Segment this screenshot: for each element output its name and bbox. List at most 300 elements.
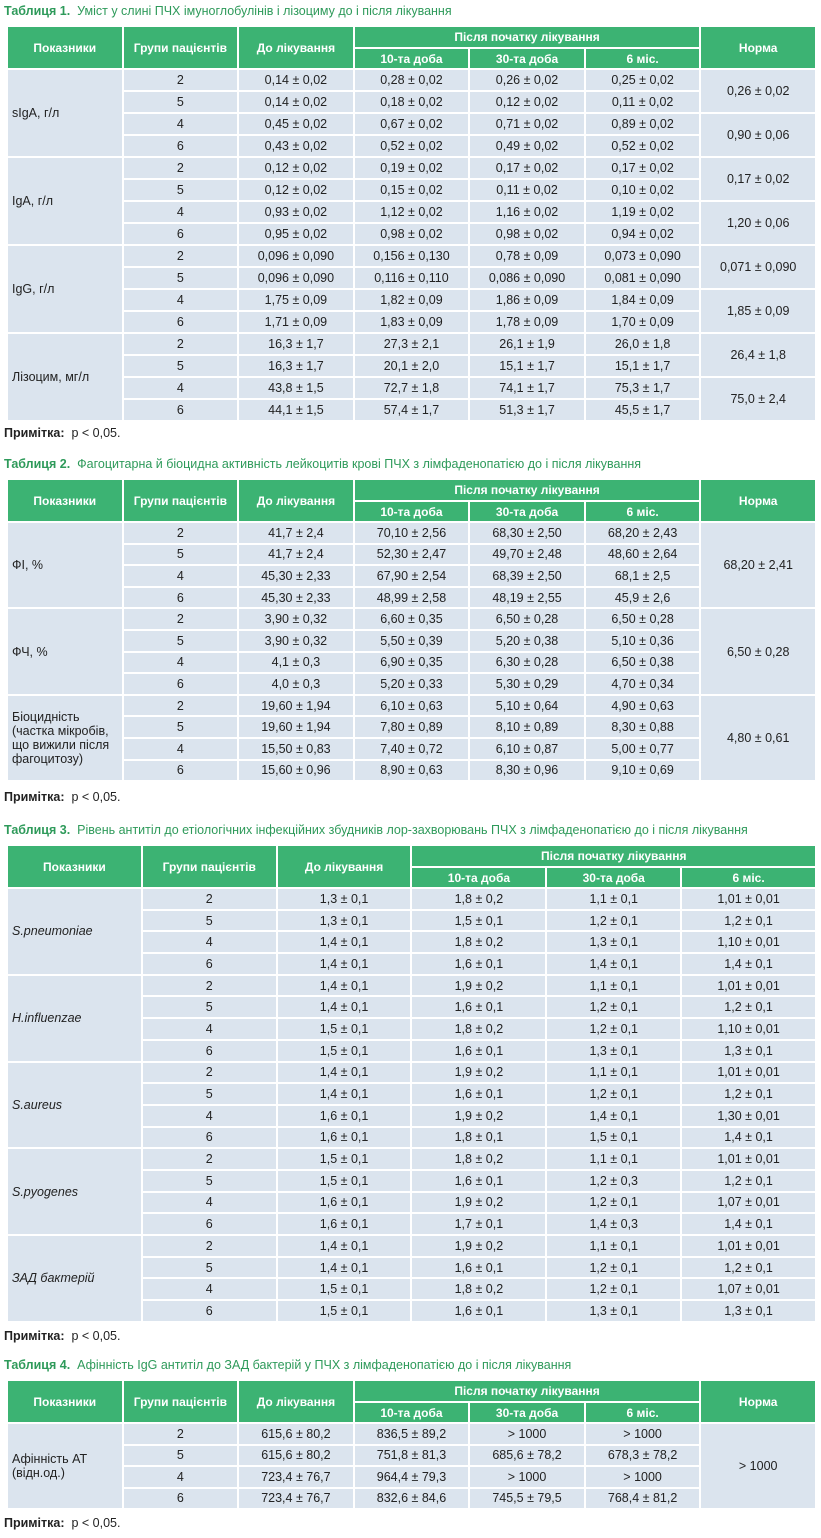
month6-cell: > 1000 — [586, 1467, 700, 1487]
day10-cell: 1,7 ± 0,1 — [412, 1214, 545, 1234]
header-before: До лікування — [239, 480, 353, 521]
day30-cell: 1,2 ± 0,1 — [547, 1193, 680, 1213]
day10-cell: 0,19 ± 0,02 — [355, 158, 469, 178]
day30-cell: 15,1 ± 1,7 — [470, 356, 584, 376]
day30-cell: 1,3 ± 0,1 — [547, 1041, 680, 1061]
day10-cell: 751,8 ± 81,3 — [355, 1446, 469, 1466]
day30-cell: 74,1 ± 1,7 — [470, 378, 584, 398]
month6-cell: 1,01 ± 0,01 — [682, 1236, 815, 1256]
norm-cell: 1,20 ± 0,06 — [701, 202, 815, 244]
day10-cell: 0,98 ± 0,02 — [355, 224, 469, 244]
table-2 — [6, 478, 817, 782]
table-body — [8, 889, 815, 1321]
header-group: Групи пацієнтів — [124, 1381, 238, 1422]
day30-cell: 1,16 ± 0,02 — [470, 202, 584, 222]
norm-cell: 0,90 ± 0,06 — [701, 114, 815, 156]
group-cell: 5 — [124, 545, 238, 565]
month6-cell: 1,01 ± 0,01 — [682, 976, 815, 996]
table-body — [8, 523, 815, 780]
group-cell: 2 — [124, 609, 238, 629]
month6-cell: 0,25 ± 0,02 — [586, 70, 700, 90]
table-row — [8, 202, 815, 222]
table-row — [8, 356, 815, 376]
before-cell: 16,3 ± 1,7 — [239, 356, 353, 376]
month6-cell: 1,2 ± 0,1 — [682, 1084, 815, 1104]
table-row — [8, 1424, 815, 1444]
month6-cell: 68,1 ± 2,5 — [586, 566, 700, 586]
group-cell: 2 — [124, 523, 238, 543]
norm-cell: 26,4 ± 1,8 — [701, 334, 815, 376]
day30-cell: 0,26 ± 0,02 — [470, 70, 584, 90]
before-cell: 1,6 ± 0,1 — [278, 1214, 411, 1234]
month6-cell: 0,52 ± 0,02 — [586, 136, 700, 156]
header-before: До лікування — [239, 27, 353, 68]
note-text: р < 0,05. — [71, 790, 121, 804]
table-header — [8, 27, 815, 68]
before-cell: 615,6 ± 80,2 — [239, 1446, 353, 1466]
day10-cell: 57,4 ± 1,7 — [355, 400, 469, 420]
table-row — [8, 158, 815, 178]
month6-cell: 768,4 ± 81,2 — [586, 1489, 700, 1509]
norm-cell: 4,80 ± 0,61 — [701, 696, 815, 780]
header-indicator: Показники — [8, 1381, 122, 1422]
day10-cell: 27,3 ± 2,1 — [355, 334, 469, 354]
month6-cell: 1,07 ± 0,01 — [682, 1193, 815, 1213]
day10-cell: 1,8 ± 0,2 — [412, 1149, 545, 1169]
month6-cell: 1,4 ± 0,1 — [682, 1214, 815, 1234]
day30-cell: 5,10 ± 0,64 — [470, 696, 584, 716]
table-1-caption — [4, 4, 452, 18]
day30-cell: 1,1 ± 0,1 — [547, 1063, 680, 1083]
before-cell: 1,5 ± 0,1 — [278, 1019, 411, 1039]
header-day30: 30-та доба — [547, 868, 680, 887]
month6-cell: 1,4 ± 0,1 — [682, 1128, 815, 1148]
note-label: Примітка: — [4, 790, 65, 804]
day30-cell: 1,1 ± 0,1 — [547, 1149, 680, 1169]
group-cell: 4 — [124, 378, 238, 398]
group-cell: 4 — [124, 1467, 238, 1487]
month6-cell: 0,073 ± 0,090 — [586, 246, 700, 266]
table-row — [8, 180, 815, 200]
before-cell: 4,1 ± 0,3 — [239, 653, 353, 673]
group-cell: 4 — [124, 202, 238, 222]
table-row — [8, 976, 815, 996]
group-cell: 4 — [124, 114, 238, 134]
note-label: Примітка: — [4, 1516, 65, 1530]
group-cell: 4 — [143, 1106, 276, 1126]
day30-cell: 0,12 ± 0,02 — [470, 92, 584, 112]
group-cell: 4 — [143, 1193, 276, 1213]
group-cell: 5 — [124, 356, 238, 376]
before-cell: 1,3 ± 0,1 — [278, 889, 411, 909]
month6-cell: 1,01 ± 0,01 — [682, 889, 815, 909]
before-cell: 1,4 ± 0,1 — [278, 1258, 411, 1278]
month6-cell: 1,2 ± 0,1 — [682, 1171, 815, 1191]
caption-number: Таблиця 1. — [4, 4, 71, 18]
indicator-cell: H.influenzae — [8, 976, 141, 1061]
group-cell: 2 — [124, 334, 238, 354]
before-cell: 615,6 ± 80,2 — [239, 1424, 353, 1444]
note-text: р < 0,05. — [71, 1329, 121, 1343]
month6-cell: 45,5 ± 1,7 — [586, 400, 700, 420]
norm-cell: 0,071 ± 0,090 — [701, 246, 815, 288]
table-body — [8, 70, 815, 420]
day30-cell: 49,70 ± 2,48 — [470, 545, 584, 565]
day10-cell: 1,6 ± 0,1 — [412, 1258, 545, 1278]
norm-cell: > 1000 — [701, 1424, 815, 1508]
day30-cell: 5,30 ± 0,29 — [470, 674, 584, 694]
day30-cell: 1,2 ± 0,3 — [547, 1171, 680, 1191]
indicator-cell: ФІ, % — [8, 523, 122, 607]
day30-cell: > 1000 — [470, 1424, 584, 1444]
day10-cell: 1,6 ± 0,1 — [412, 1171, 545, 1191]
header-indicator: Показники — [8, 480, 122, 521]
day30-cell: 1,2 ± 0,1 — [547, 911, 680, 931]
month6-cell: 1,3 ± 0,1 — [682, 1041, 815, 1061]
day30-cell: 0,49 ± 0,02 — [470, 136, 584, 156]
header-day10: 10-та доба — [355, 1403, 469, 1422]
month6-cell: 1,3 ± 0,1 — [682, 1301, 815, 1321]
day30-cell: > 1000 — [470, 1467, 584, 1487]
indicator-cell: Лізоцим, мг/л — [8, 334, 122, 420]
month6-cell: 26,0 ± 1,8 — [586, 334, 700, 354]
header-after: Після початку лікування — [412, 846, 815, 866]
table-2-caption — [4, 457, 641, 471]
caption-text: Уміст у слині ПЧХ імуноглобулінів і лізоциму до і після лікування — [77, 4, 452, 18]
group-cell: 5 — [124, 268, 238, 288]
group-cell: 6 — [143, 1041, 276, 1061]
month6-cell: 1,19 ± 0,02 — [586, 202, 700, 222]
month6-cell: 0,94 ± 0,02 — [586, 224, 700, 244]
indicator-cell: S.pneumoniae — [8, 889, 141, 974]
header-row — [8, 1381, 815, 1401]
table-row — [8, 224, 815, 244]
table-row — [8, 290, 815, 310]
day10-cell: 0,67 ± 0,02 — [355, 114, 469, 134]
day10-cell: 6,60 ± 0,35 — [355, 609, 469, 629]
header-row — [8, 480, 815, 500]
table-row — [8, 631, 815, 651]
day10-cell: 1,8 ± 0,2 — [412, 1019, 545, 1039]
month6-cell: 1,10 ± 0,01 — [682, 1019, 815, 1039]
day10-cell: 1,6 ± 0,1 — [412, 1041, 545, 1061]
before-cell: 1,6 ± 0,1 — [278, 1193, 411, 1213]
day10-cell: 1,6 ± 0,1 — [412, 1301, 545, 1321]
month6-cell: 0,17 ± 0,02 — [586, 158, 700, 178]
day30-cell: 1,4 ± 0,3 — [547, 1214, 680, 1234]
day10-cell: 8,90 ± 0,63 — [355, 761, 469, 781]
group-cell: 5 — [124, 717, 238, 737]
group-cell: 2 — [124, 70, 238, 90]
day10-cell: 832,6 ± 84,6 — [355, 1489, 469, 1509]
before-cell: 1,5 ± 0,1 — [278, 1171, 411, 1191]
table-3 — [6, 844, 817, 1323]
day10-cell: 1,8 ± 0,2 — [412, 932, 545, 952]
day30-cell: 1,4 ± 0,1 — [547, 1106, 680, 1126]
day10-cell: 7,40 ± 0,72 — [355, 739, 469, 759]
table-row — [8, 246, 815, 266]
table-header — [8, 480, 815, 521]
table-row — [8, 717, 815, 737]
table-row — [8, 136, 815, 156]
group-cell: 6 — [124, 136, 238, 156]
header-month6: 6 міс. — [586, 1403, 700, 1422]
before-cell: 1,75 ± 0,09 — [239, 290, 353, 310]
before-cell: 1,4 ± 0,1 — [278, 932, 411, 952]
day10-cell: 836,5 ± 89,2 — [355, 1424, 469, 1444]
before-cell: 0,096 ± 0,090 — [239, 268, 353, 288]
header-after: Після початку лікування — [355, 480, 700, 500]
norm-cell: 0,17 ± 0,02 — [701, 158, 815, 200]
before-cell: 1,5 ± 0,1 — [278, 1149, 411, 1169]
day30-cell: 26,1 ± 1,9 — [470, 334, 584, 354]
before-cell: 0,14 ± 0,02 — [239, 70, 353, 90]
before-cell: 723,4 ± 76,7 — [239, 1467, 353, 1487]
month6-cell: 6,50 ± 0,28 — [586, 609, 700, 629]
header-indicator: Показники — [8, 27, 122, 68]
month6-cell: 8,30 ± 0,88 — [586, 717, 700, 737]
before-cell: 1,71 ± 0,09 — [239, 312, 353, 332]
day10-cell: 0,156 ± 0,130 — [355, 246, 469, 266]
before-cell: 0,14 ± 0,02 — [239, 92, 353, 112]
day10-cell: 0,18 ± 0,02 — [355, 92, 469, 112]
day30-cell: 6,50 ± 0,28 — [470, 609, 584, 629]
group-cell: 2 — [124, 158, 238, 178]
before-cell: 43,8 ± 1,5 — [239, 378, 353, 398]
group-cell: 4 — [124, 739, 238, 759]
norm-cell: 75,0 ± 2,4 — [701, 378, 815, 420]
group-cell: 5 — [143, 997, 276, 1017]
day30-cell: 685,6 ± 78,2 — [470, 1446, 584, 1466]
month6-cell: 6,50 ± 0,38 — [586, 653, 700, 673]
header-day30: 30-та доба — [470, 1403, 584, 1422]
table-row — [8, 653, 815, 673]
day30-cell: 5,20 ± 0,38 — [470, 631, 584, 651]
day10-cell: 6,10 ± 0,63 — [355, 696, 469, 716]
day30-cell: 1,4 ± 0,1 — [547, 954, 680, 974]
before-cell: 19,60 ± 1,94 — [239, 696, 353, 716]
header-day10: 10-та доба — [355, 49, 469, 68]
month6-cell: 75,3 ± 1,7 — [586, 378, 700, 398]
day10-cell: 0,52 ± 0,02 — [355, 136, 469, 156]
before-cell: 41,7 ± 2,4 — [239, 545, 353, 565]
group-cell: 6 — [124, 588, 238, 608]
day10-cell: 1,9 ± 0,2 — [412, 1063, 545, 1083]
day10-cell: 0,116 ± 0,110 — [355, 268, 469, 288]
group-cell: 5 — [143, 1084, 276, 1104]
group-cell: 5 — [124, 180, 238, 200]
group-cell: 5 — [143, 1171, 276, 1191]
table-row — [8, 400, 815, 420]
day30-cell: 1,1 ± 0,1 — [547, 976, 680, 996]
table-row — [8, 739, 815, 759]
month6-cell: 4,70 ± 0,34 — [586, 674, 700, 694]
header-row — [8, 27, 815, 47]
header-after: Після початку лікування — [355, 1381, 700, 1401]
day30-cell: 1,2 ± 0,1 — [547, 1258, 680, 1278]
before-cell: 1,4 ± 0,1 — [278, 997, 411, 1017]
indicator-cell: ФЧ, % — [8, 609, 122, 693]
day30-cell: 8,30 ± 0,96 — [470, 761, 584, 781]
month6-cell: 1,01 ± 0,01 — [682, 1149, 815, 1169]
group-cell: 6 — [124, 400, 238, 420]
day10-cell: 48,99 ± 2,58 — [355, 588, 469, 608]
before-cell: 16,3 ± 1,7 — [239, 334, 353, 354]
indicator-cell: Біоцидність (частка мікробів, що вижили після фагоцитозу) — [8, 696, 122, 780]
group-cell: 4 — [124, 566, 238, 586]
table-row — [8, 545, 815, 565]
table-row — [8, 889, 815, 909]
table-row — [8, 378, 815, 398]
before-cell: 1,6 ± 0,1 — [278, 1106, 411, 1126]
month6-cell: 1,2 ± 0,1 — [682, 911, 815, 931]
before-cell: 1,4 ± 0,1 — [278, 954, 411, 974]
note-label: Примітка: — [4, 1329, 65, 1343]
day30-cell: 1,5 ± 0,1 — [547, 1128, 680, 1148]
group-cell: 5 — [143, 1258, 276, 1278]
table-2-note — [4, 790, 120, 804]
caption-text: Афінність IgG антитіл до ЗАД бактерій у ПЧХ з лімфаденопатією до і після лікування — [77, 1358, 572, 1372]
header-group: Групи пацієнтів — [124, 480, 238, 521]
group-cell: 6 — [143, 1128, 276, 1148]
group-cell: 5 — [124, 92, 238, 112]
group-cell: 6 — [143, 1214, 276, 1234]
day30-cell: 48,19 ± 2,55 — [470, 588, 584, 608]
before-cell: 1,3 ± 0,1 — [278, 911, 411, 931]
group-cell: 2 — [143, 889, 276, 909]
month6-cell: 1,2 ± 0,1 — [682, 997, 815, 1017]
day10-cell: 7,80 ± 0,89 — [355, 717, 469, 737]
day10-cell: 5,50 ± 0,39 — [355, 631, 469, 651]
day10-cell: 6,90 ± 0,35 — [355, 653, 469, 673]
before-cell: 0,12 ± 0,02 — [239, 158, 353, 178]
before-cell: 0,43 ± 0,02 — [239, 136, 353, 156]
norm-cell: 1,85 ± 0,09 — [701, 290, 815, 332]
day10-cell: 1,12 ± 0,02 — [355, 202, 469, 222]
day10-cell: 1,8 ± 0,2 — [412, 889, 545, 909]
header-day10: 10-та доба — [412, 868, 545, 887]
day10-cell: 1,5 ± 0,1 — [412, 911, 545, 931]
table-3-note — [4, 1329, 120, 1343]
month6-cell: 68,20 ± 2,43 — [586, 523, 700, 543]
table-header — [8, 1381, 815, 1422]
day10-cell: 1,9 ± 0,2 — [412, 976, 545, 996]
before-cell: 1,4 ± 0,1 — [278, 1063, 411, 1083]
month6-cell: 45,9 ± 2,6 — [586, 588, 700, 608]
table-4-caption — [4, 1358, 571, 1372]
day30-cell: 1,86 ± 0,09 — [470, 290, 584, 310]
table-row — [8, 1489, 815, 1509]
month6-cell: 1,4 ± 0,1 — [682, 954, 815, 974]
table-row — [8, 1063, 815, 1083]
month6-cell: 15,1 ± 1,7 — [586, 356, 700, 376]
day10-cell: 1,9 ± 0,2 — [412, 1106, 545, 1126]
day10-cell: 1,6 ± 0,1 — [412, 954, 545, 974]
day10-cell: 0,15 ± 0,02 — [355, 180, 469, 200]
table-body — [8, 1424, 815, 1508]
header-before: До лікування — [278, 846, 411, 887]
group-cell: 5 — [124, 1446, 238, 1466]
table-row — [8, 334, 815, 354]
group-cell: 2 — [143, 1236, 276, 1256]
group-cell: 6 — [143, 1301, 276, 1321]
month6-cell: 1,07 ± 0,01 — [682, 1279, 815, 1299]
table-row — [8, 566, 815, 586]
month6-cell: 0,11 ± 0,02 — [586, 92, 700, 112]
group-cell: 2 — [143, 976, 276, 996]
group-cell: 6 — [124, 674, 238, 694]
table-1 — [6, 25, 817, 422]
day10-cell: 964,4 ± 79,3 — [355, 1467, 469, 1487]
month6-cell: 9,10 ± 0,69 — [586, 761, 700, 781]
table-row — [8, 761, 815, 781]
before-cell: 41,7 ± 2,4 — [239, 523, 353, 543]
table-row — [8, 268, 815, 288]
table-row — [8, 674, 815, 694]
header-day10: 10-та доба — [355, 502, 469, 521]
caption-text: Рівень антитіл до етіологічних інфекційних збудників лор-захворювань ПЧХ з лімфаденопатією до і після лікування — [77, 823, 748, 837]
day30-cell: 6,30 ± 0,28 — [470, 653, 584, 673]
day10-cell: 1,82 ± 0,09 — [355, 290, 469, 310]
table-1-note — [4, 426, 120, 440]
before-cell: 0,096 ± 0,090 — [239, 246, 353, 266]
group-cell: 4 — [124, 290, 238, 310]
before-cell: 1,4 ± 0,1 — [278, 1236, 411, 1256]
day10-cell: 1,83 ± 0,09 — [355, 312, 469, 332]
before-cell: 1,6 ± 0,1 — [278, 1128, 411, 1148]
day10-cell: 1,9 ± 0,2 — [412, 1193, 545, 1213]
table-row — [8, 1149, 815, 1169]
month6-cell: > 1000 — [586, 1424, 700, 1444]
month6-cell: 0,081 ± 0,090 — [586, 268, 700, 288]
indicator-cell: IgG, г/л — [8, 246, 122, 332]
before-cell: 0,95 ± 0,02 — [239, 224, 353, 244]
day30-cell: 1,78 ± 0,09 — [470, 312, 584, 332]
norm-cell: 68,20 ± 2,41 — [701, 523, 815, 607]
month6-cell: 0,89 ± 0,02 — [586, 114, 700, 134]
day30-cell: 6,10 ± 0,87 — [470, 739, 584, 759]
note-text: р < 0,05. — [71, 426, 121, 440]
day10-cell: 67,90 ± 2,54 — [355, 566, 469, 586]
group-cell: 6 — [124, 312, 238, 332]
group-cell: 2 — [124, 246, 238, 266]
table-header — [8, 846, 815, 887]
day30-cell: 0,11 ± 0,02 — [470, 180, 584, 200]
table-row — [8, 70, 815, 90]
group-cell: 4 — [124, 653, 238, 673]
before-cell: 0,45 ± 0,02 — [239, 114, 353, 134]
group-cell: 5 — [143, 911, 276, 931]
before-cell: 15,50 ± 0,83 — [239, 739, 353, 759]
day10-cell: 70,10 ± 2,56 — [355, 523, 469, 543]
caption-number: Таблиця 3. — [4, 823, 71, 837]
note-text: р < 0,05. — [71, 1516, 121, 1530]
table-row — [8, 523, 815, 543]
day30-cell: 1,1 ± 0,1 — [547, 1236, 680, 1256]
indicator-cell: S.aureus — [8, 1063, 141, 1148]
month6-cell: 4,90 ± 0,63 — [586, 696, 700, 716]
header-after: Після початку лікування — [355, 27, 700, 47]
group-cell: 6 — [124, 224, 238, 244]
day10-cell: 72,7 ± 1,8 — [355, 378, 469, 398]
day30-cell: 51,3 ± 1,7 — [470, 400, 584, 420]
month6-cell: 1,01 ± 0,01 — [682, 1063, 815, 1083]
header-group: Групи пацієнтів — [143, 846, 276, 887]
day30-cell: 1,1 ± 0,1 — [547, 889, 680, 909]
group-cell: 6 — [143, 954, 276, 974]
header-before: До лікування — [239, 1381, 353, 1422]
month6-cell: 0,10 ± 0,02 — [586, 180, 700, 200]
